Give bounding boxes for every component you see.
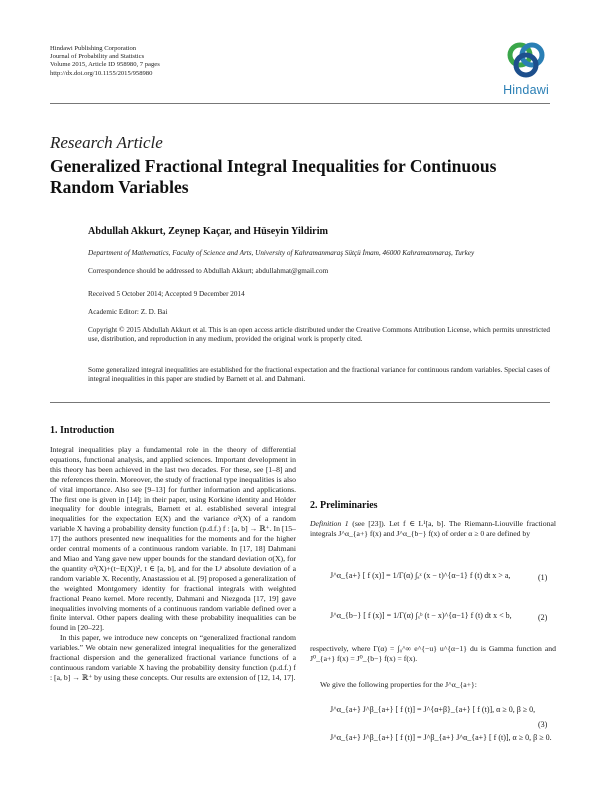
doi-link[interactable]: http://dx.doi.org/10.1155/2015/958980: [50, 69, 153, 77]
introduction-body: [50, 445, 296, 683]
copyright-notice: Copyright © 2015 Abdullah Akkurt et al. This is an open access article distributed under the Creative Commons Attribution License, which permits unrestricted use, distribution, and reproduction in any medium, provided the original work is properly cited.: [88, 326, 550, 344]
section-heading-introduction: 1. Introduction: [50, 425, 115, 436]
header-line: Hindawi Publishing Corporation: [50, 45, 137, 52]
author-list: Abdullah Akkurt, Zeynep Kaçar, and Hüseyin Yildirim: [88, 226, 329, 237]
equation-number: (3): [538, 720, 548, 729]
journal-header: [50, 45, 160, 78]
affiliation: Department of Mathematics, Faculty of Science and Arts, University of Kahramanmaraş Sütçü İmam, 46000 Kahramanmaraş, Turkey: [88, 249, 475, 257]
abstract-divider: [50, 402, 550, 403]
equation-3a: J^α_{a+} J^β_{a+} [ f (t)] = J^{α+β}_{a+} [ f (t)], α ≥ 0, β ≥ 0,: [330, 705, 536, 714]
properties-intro: [310, 680, 556, 690]
paragraph: We give the following properties for the J^α_{a+}:: [320, 680, 477, 689]
hindawi-logo: [497, 38, 555, 97]
academic-editor: Academic Editor: Z. D. Bai: [88, 308, 168, 316]
abstract: Some generalized integral inequalities are established for the fractional expectation and the fractional variance for continuous random variables. Special cases of integral inequalities in this paper are studied by Barnett et al. and Dahmani.: [88, 366, 551, 384]
equation-3b: J^α_{a+} J^β_{a+} [ f (t)] = J^β_{a+} J^α_{a+} [ f (t)], α ≥ 0, β ≥ 0.: [330, 733, 552, 742]
equation-number: (1): [538, 573, 548, 582]
correspondence: Correspondence should be addressed to Abdullah Akkurt; abdullahmat@gmail.com: [88, 267, 329, 275]
section-heading-preliminaries: 2. Preliminaries: [310, 500, 378, 511]
definition-1: [310, 519, 556, 539]
equation-1: J^α_{a+} [ f (x)] = 1/Γ(α) ∫ₐˣ (x − t)^{α−1} f (t) dt x > a,: [330, 571, 511, 580]
paragraph: respectively, where Γ(α) = ∫₀^∞ e^{−u} u^{α−1} du is Gamma function and J⁰_{a+} f(x) = J⁰_{b−} f(x) = f(x).: [310, 644, 556, 663]
hindawi-rings-icon: [503, 38, 549, 82]
equation-2: J^α_{b−} [ f (x)] = 1/Γ(α) ∫ₓᵇ (t − x)^{α−1} f (t) dt x < b,: [330, 611, 512, 620]
header-line: Volume 2015, Article ID 958980, 7 pages: [50, 61, 160, 69]
article-type: Research Article: [50, 133, 163, 152]
header-line: Journal of Probability and Statistics: [50, 53, 145, 61]
header-divider: [50, 103, 550, 104]
paragraph: In this paper, we introduce new concepts on “generalized fractional random variables.” We obtain new generalized integral inequalities for the generalized fractional dispersion and the generalized fractional variance functions of a continuous random variable X having the probability density function (p.d.f.) f : [a, b] → ℝ⁺ by using these concepts. Our results are extension of [12, 14, 17].: [50, 633, 296, 682]
definition-label: Definition 1: [310, 519, 349, 528]
received-dates: Received 5 October 2014; Accepted 9 December 2014: [88, 290, 245, 298]
definition-text: (see [23]). Let f ∈ L¹[a, b]. The Riemann-Liouville fractional integrals J^α_{a+} f(x) and J^α_{b−} f(x) of order α ≥ 0 are defined by: [310, 519, 556, 538]
logo-text: Hindawi: [503, 83, 549, 97]
equation-number: (2): [538, 613, 548, 622]
gamma-definition: [310, 644, 556, 664]
article-title: Generalized Fractional Integral Inequalities for Continuous Random Variables: [50, 156, 497, 197]
paragraph: Integral inequalities play a fundamental role in the theory of differential equations, functional analysis, and applied sciences. Important development in this theory has been achieved in the last two decades. For these, see [1–8] and the references therein. Moreover, the study of fractional type inequalities is also of vital importance. Also see [9–13] for further information and applications. The first one is given in [14]; in their paper, using Korkine identity and Holder inequality for double integrals, Barnett et al. established several integral inequalities for the expectation E(X) and the variance σ²(X) of a random variable X having a probability density function (p.d.f.) f : [a, b] → ℝ⁺. In [15–17] the authors presented new inequalities for the moments and for the higher order central moments of a continuous random variable. In [17, 18] Dahmani and Miao and Yang gave new upper bounds for the standard deviation σ(X), for the quantity σ²(X)+(t−E(X))², t ∈ [a, b], and for the Lᵖ absolute deviation of a random variable X. Recently, Anastassiou et al. [9] proposed a generalization of the weighted Montgomery identity for fractional integrals with weighted fractional Peano kernel. More recently, Dahmani and Niezgoda [17, 19] gave inequalities involving moments of a continuous random variable defined over a finite interval. Other papers dealing with these probability inequalities can be found in [20–22].: [50, 445, 296, 633]
